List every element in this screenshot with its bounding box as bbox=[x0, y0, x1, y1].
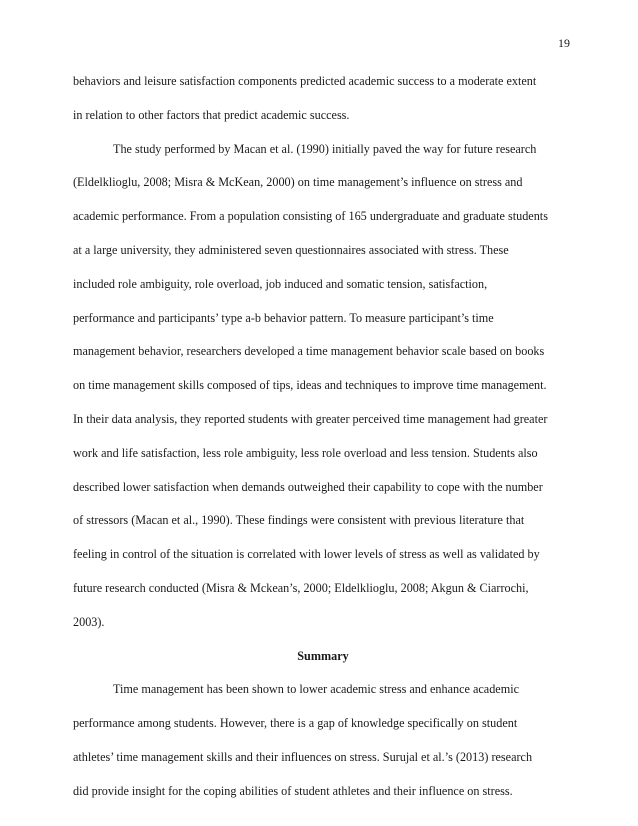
paragraph-start-line: The study performed by Macan et al. (1990) initially paved the way for future research bbox=[113, 141, 537, 156]
text-line: In their data analysis, they reported students with greater perceived time management had greater bbox=[73, 411, 548, 426]
text-line: at a large university, they administered seven questionnaires associated with stress. These bbox=[73, 242, 509, 257]
text-line: on time management skills composed of tips, ideas and techniques to improve time management. bbox=[73, 378, 547, 393]
text-line: feeling in control of the situation is correlated with lower levels of stress as well as validated by bbox=[73, 547, 540, 562]
text-line: behaviors and leisure satisfaction components predicted academic success to a moderate extent bbox=[73, 74, 537, 88]
text-line: (Eldelklioglu, 2008; Misra & McKean, 2000) on time management’s influence on stress and bbox=[73, 175, 523, 190]
text-line: athletes’ time management skills and their influences on stress. Surujal et al.’s (2013) research bbox=[73, 749, 533, 764]
text-line: performance among students. However, there is a gap of knowledge specifically on student bbox=[73, 716, 518, 731]
text-line: future research conducted (Misra & Mckean’s, 2000; Eldelklioglu, 2008; Akgun & Ciarrochi, bbox=[73, 580, 529, 595]
text-line: of stressors (Macan et al., 1990). These findings were consistent with previous literature that bbox=[73, 513, 525, 528]
body-text bbox=[73, 70, 573, 814]
text-line: academic performance. From a population consisting of 165 undergraduate and graduate students bbox=[73, 209, 548, 224]
section-heading: Summary bbox=[297, 648, 349, 663]
text-line: 2003). bbox=[73, 614, 105, 629]
text-line: performance and participants’ type a-b behavior pattern. To measure participant’s time bbox=[73, 310, 494, 325]
text-line: did provide insight for the coping abilities of student athletes and their influence on stress. bbox=[73, 783, 513, 798]
text-line: described lower satisfaction when demands outweighed their capability to cope with the number bbox=[73, 479, 543, 494]
paragraph-start-line: Time management has been shown to lower academic stress and enhance academic bbox=[113, 682, 519, 697]
text-line: management behavior, researchers developed a time management behavior scale based on books bbox=[73, 344, 545, 359]
page-number: 19 bbox=[558, 36, 570, 50]
text-line: work and life satisfaction, less role ambiguity, less role overload and less tension. Students also bbox=[73, 445, 538, 460]
text-line: included role ambiguity, role overload, job induced and somatic tension, satisfaction, bbox=[73, 276, 488, 291]
text-line: in relation to other factors that predict academic success. bbox=[73, 107, 350, 122]
